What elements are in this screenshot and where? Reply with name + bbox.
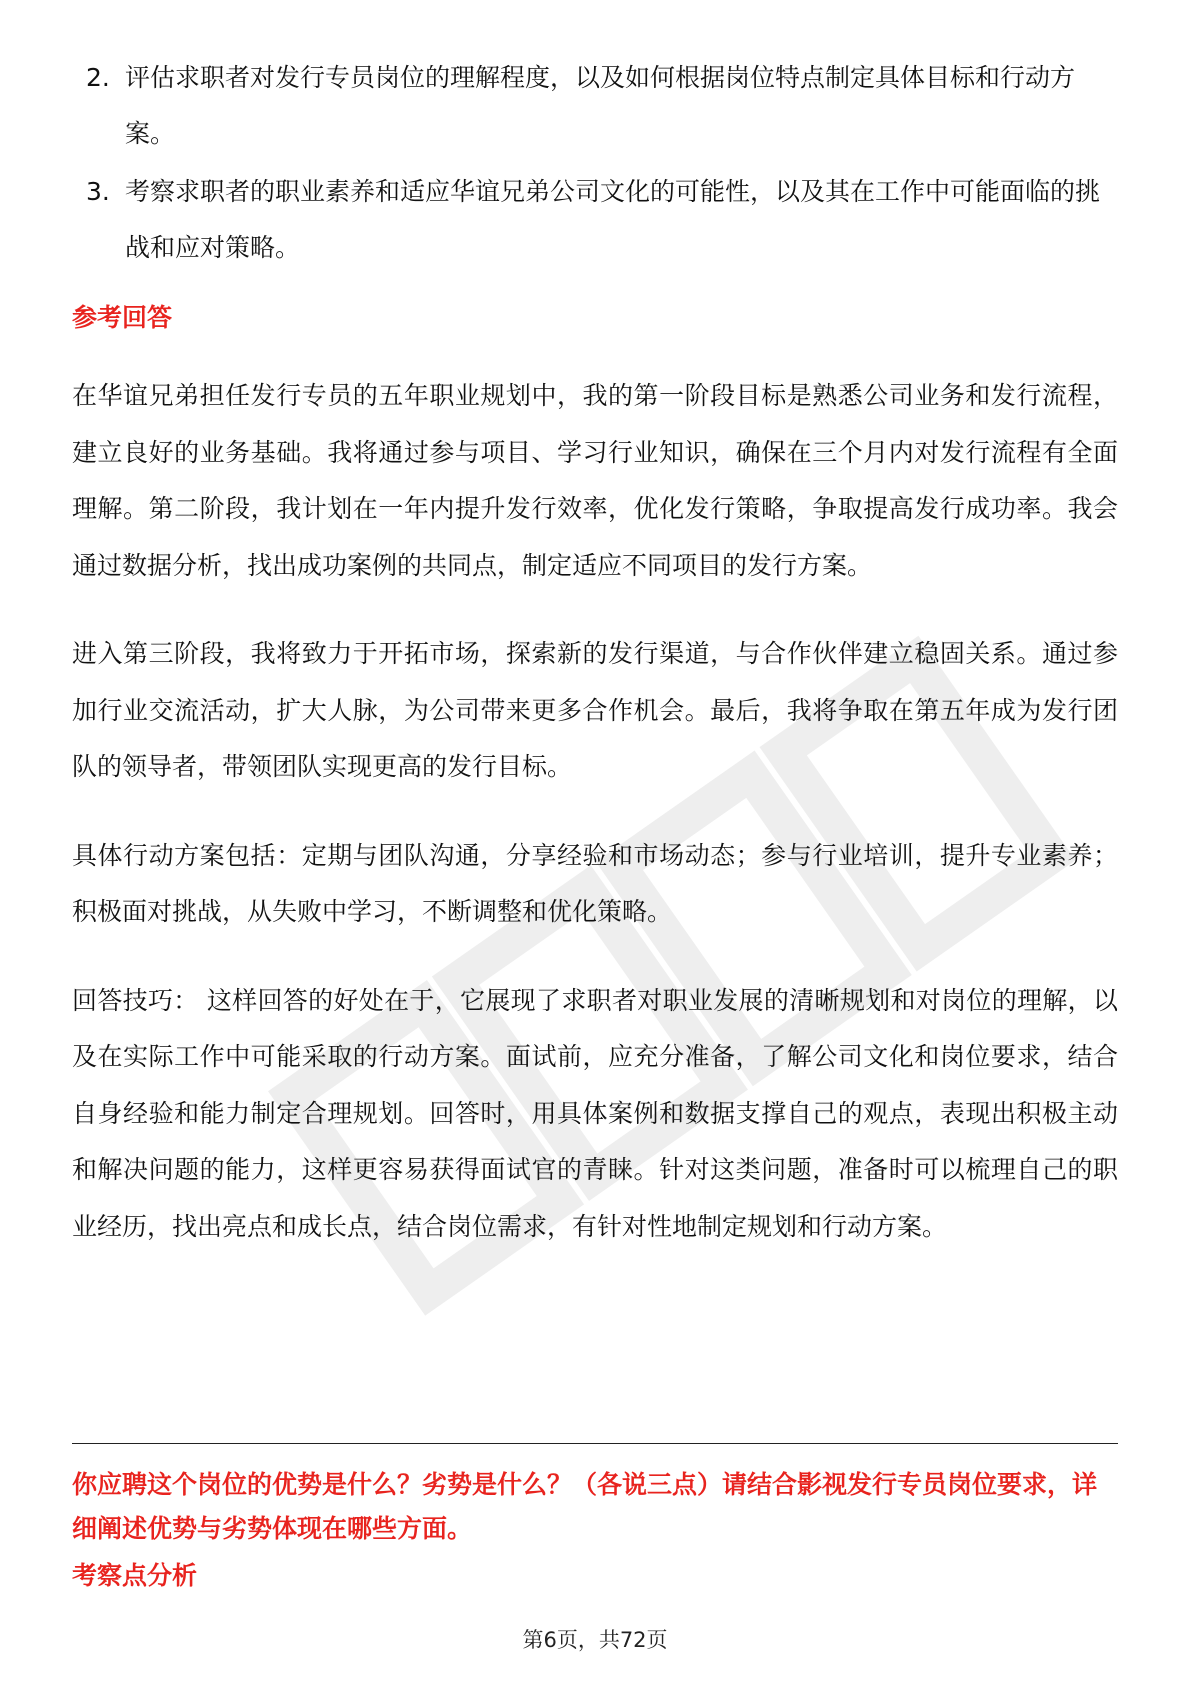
- list-number: 3.: [86, 177, 110, 206]
- answer-paragraph: 进入第三阶段，我将致力于开拓市场，探索新的发行渠道，与合作伙伴建立稳固关系。通过参加行业交流活动，扩大人脉，为公司带来更多合作机会。最后，我将争取在第五年成为发行团队的领导者，带领团队实现更高的发行目标。: [72, 639, 1118, 781]
- list-item: [72, 164, 1118, 276]
- section-divider: [72, 1443, 1118, 1444]
- list-number: 2.: [86, 63, 110, 92]
- list-text: 评估求职者对发行专员岗位的理解程度，以及如何根据岗位特点制定具体目标和行动方案。: [125, 63, 1076, 148]
- reference-answer-heading: 参考回答: [72, 303, 173, 332]
- answer-tips-paragraph: 回答技巧： 这样回答的好处在于，它展现了求职者对职业发展的清晰规划和对岗位的理解，以及在实际工作中可能采取的行动方案。面试前，应充分准备，了解公司文化和岗位要求，结合自身经验和能力制定合理规划。回答时，用具体案例和数据支撑自己的观点，表现出积极主动和解决问题的能力，这样更容易获得面试官的青睐。针对这类问题，准备时可以梳理自己的职业经历，找出亮点和成长点，结合岗位需求，有针对性地制定规划和行动方案。: [72, 985, 1118, 1241]
- answer-paragraph: 具体行动方案包括：定期与团队沟通，分享经验和市场动态；参与行业培训，提升专业素养；积极面对挑战，从失败中学习，不断调整和优化策略。: [72, 840, 1118, 926]
- list-item: [72, 50, 1118, 162]
- analysis-heading: 考察点分析: [72, 1561, 198, 1590]
- page-footer: 第6页，共72页: [522, 1628, 668, 1652]
- next-question: 你应聘这个岗位的优势是什么？劣势是什么？（各说三点）请结合影视发行专员岗位要求，详细阐述优势与劣势体现在哪些方面。: [72, 1470, 1098, 1543]
- list-text: 考察求职者的职业素养和适应华谊兄弟公司文化的可能性，以及其在工作中可能面临的挑战和应对策略。: [125, 177, 1101, 262]
- answer-paragraph: 在华谊兄弟担任发行专员的五年职业规划中，我的第一阶段目标是熟悉公司业务和发行流程，建立良好的业务基础。我将通过参与项目、学习行业知识，确保在三个月内对发行流程有全面理解。第二阶段，我计划在一年内提升发行效率，优化发行策略，争取提高发行成功率。我会通过数据分析，找出成功案例的共同点，制定适应不同项目的发行方案。: [72, 381, 1118, 580]
- page-content: [72, 50, 1118, 1287]
